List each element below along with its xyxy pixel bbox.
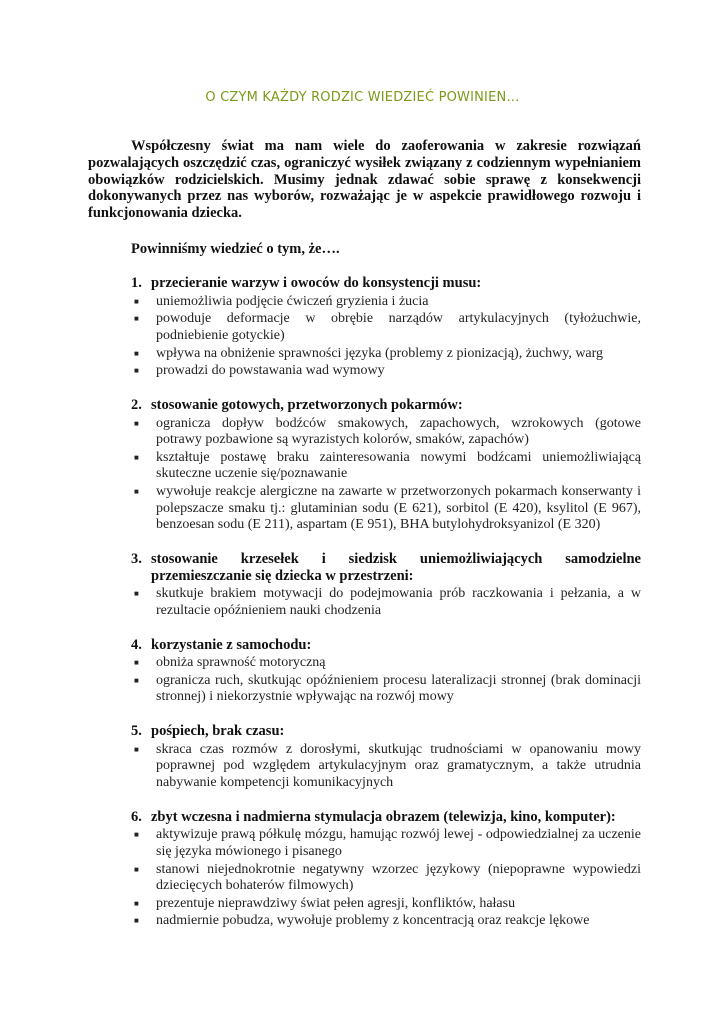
list-item: ■ prowadzi do powstawania wad wymowy <box>131 363 641 380</box>
list-section <box>131 723 641 792</box>
list-item: ■ wpływa na obniżenie sprawności języka (problemy z pionizacją), żuchwy, warg <box>131 346 641 363</box>
bullet-icon: ■ <box>134 744 139 754</box>
section-heading <box>131 397 641 414</box>
section-number: 2. <box>131 396 142 413</box>
list-item: ■ kształtuje postawę braku zainteresowania nowymi bodźcami uniemożliwiającą skuteczne uczenie się/poznawanie <box>131 450 641 483</box>
section-heading <box>131 723 641 740</box>
bullet-icon: ■ <box>134 418 139 428</box>
section-heading <box>131 809 641 826</box>
bullet-icon: ■ <box>134 348 139 358</box>
section-number: 3. <box>131 550 142 567</box>
section-title: zbyt wczesna i nadmierna stymulacja obrazem (telewizja, kino, komputer): <box>151 808 616 825</box>
section-title: przecieranie warzyw i owoców do konsystencji musu: <box>151 275 482 291</box>
list-item: ■ prezentuje nieprawdziwy świat pełen agresji, konfliktów, hałasu <box>131 896 641 913</box>
list-item: ■ stanowi niejednokrotnie negatywny wzorzec językowy (niepoprawne wypowiedzi dziecięcych bohaterów filmowych) <box>131 862 641 895</box>
list-item: ■ ogranicza ruch, skutkując opóźnieniem procesu lateralizacji stronnej (brak dominacji stronnej) i niekorzystnie wpływając na rozwój mowy <box>131 673 641 706</box>
list-item: ■ ogranicza dopływ bodźców smakowych, zapachowych, wzrokowych (gotowe potrawy pozbawione są wyrazistych kolorów, smaków, zapachów) <box>131 416 641 449</box>
section-title: stosowanie gotowych, przetworzonych pokarmów: <box>151 396 463 413</box>
list-item: ■ nadmiernie pobudza, wywołuje problemy z koncentracją oraz reakcje lękowe <box>131 913 641 930</box>
bullet-icon: ■ <box>134 898 139 908</box>
section-heading <box>131 637 641 654</box>
section-heading <box>131 275 641 292</box>
bullet-icon: ■ <box>134 486 139 496</box>
bullet-icon: ■ <box>134 366 139 376</box>
list-section <box>131 809 641 930</box>
bullet-icon: ■ <box>134 830 139 840</box>
bullet-icon: ■ <box>134 296 139 306</box>
list-item: ■ powoduje deformacje w obrębie narządów artykulacyjnych (tyłożuchwie, podniebienie gotyckie) <box>131 311 641 344</box>
lead-sentence: Powinniśmy wiedzieć o tym, że…. <box>131 241 340 257</box>
bullet-list <box>131 742 641 792</box>
section-title: korzystanie z samochodu: <box>151 636 312 653</box>
list-item: ■ aktywizuje prawą półkulę mózgu, hamując rozwój lewej - odpowiedzialnej za uczenie się języka mówionego i pisanego <box>131 827 641 860</box>
list-section <box>131 275 641 380</box>
section-title: pośpiech, brak czasu: <box>151 723 285 740</box>
document-title: O CZYM KAŻDY RODZIC WIEDZIEĆ POWINIEN… <box>205 90 520 105</box>
section-number: 5. <box>131 723 142 740</box>
list-section <box>131 397 641 534</box>
numbered-list <box>131 275 641 947</box>
bullet-icon: ■ <box>134 658 139 668</box>
list-item: ■ skraca czas rozmów z dorosłymi, skutkując trudnościami w opanowaniu mowy poprawnej pod względem artykulacyjnym oraz gramatycznym, a także utrudnia nabywanie kompetencji komunikacyjnych <box>131 742 641 792</box>
intro-paragraph: Współczesny świat ma nam wiele do zaoferowania w zakresie rozwiązań pozwalających oszczędzić czas, ograniczyć wysiłek związany z codziennym wypełnianiem obowiązków rodzicielskich. Musimy jednak zdawać sobie sprawę z konsekwencji dokonywanych przez nas wyborów, rozważając je w aspekcie prawidłowego rozwoju i funkcjonowania dziecka. <box>88 138 641 222</box>
bullet-list <box>131 586 641 619</box>
bullet-icon: ■ <box>134 589 139 599</box>
section-number: 6. <box>131 808 142 825</box>
bullet-icon: ■ <box>134 452 139 462</box>
section-number: 4. <box>131 636 142 653</box>
list-item: ■ skutkuje brakiem motywacji do podejmowania prób raczkowania i pełzania, a w rezultacie opóźnieniem nauki chodzenia <box>131 586 641 619</box>
list-item: ■ wywołuje reakcje alergiczne na zawarte w przetworzonych pokarmach konserwanty i polepszacze smaku tj.: glutaminian sodu (E 621), sorbitol (E 420), ksylitol (E 967), benzoesan sodu (E 211), aspartam (E 951), BHA butylohydroksyanizol (E 320) <box>131 484 641 534</box>
bullet-icon: ■ <box>134 314 139 324</box>
bullet-list <box>131 827 641 930</box>
section-number: 1. <box>131 275 142 291</box>
list-section <box>131 637 641 707</box>
bullet-list <box>131 655 641 706</box>
bullet-icon: ■ <box>134 675 139 685</box>
section-title: stosowanie krzesełek i siedzisk uniemożliwiających samodzielne przemieszczanie się dziecka w przestrzeni: <box>151 550 641 584</box>
bullet-list <box>131 416 641 534</box>
list-item: ■ uniemożliwia podjęcie ćwiczeń gryzienia i żucia <box>131 294 641 311</box>
bullet-icon: ■ <box>134 916 139 926</box>
list-section <box>131 551 641 620</box>
bullet-icon: ■ <box>134 864 139 874</box>
list-item: ■ obniża sprawność motoryczną <box>131 655 641 672</box>
section-heading <box>131 551 641 585</box>
bullet-list <box>131 294 641 380</box>
